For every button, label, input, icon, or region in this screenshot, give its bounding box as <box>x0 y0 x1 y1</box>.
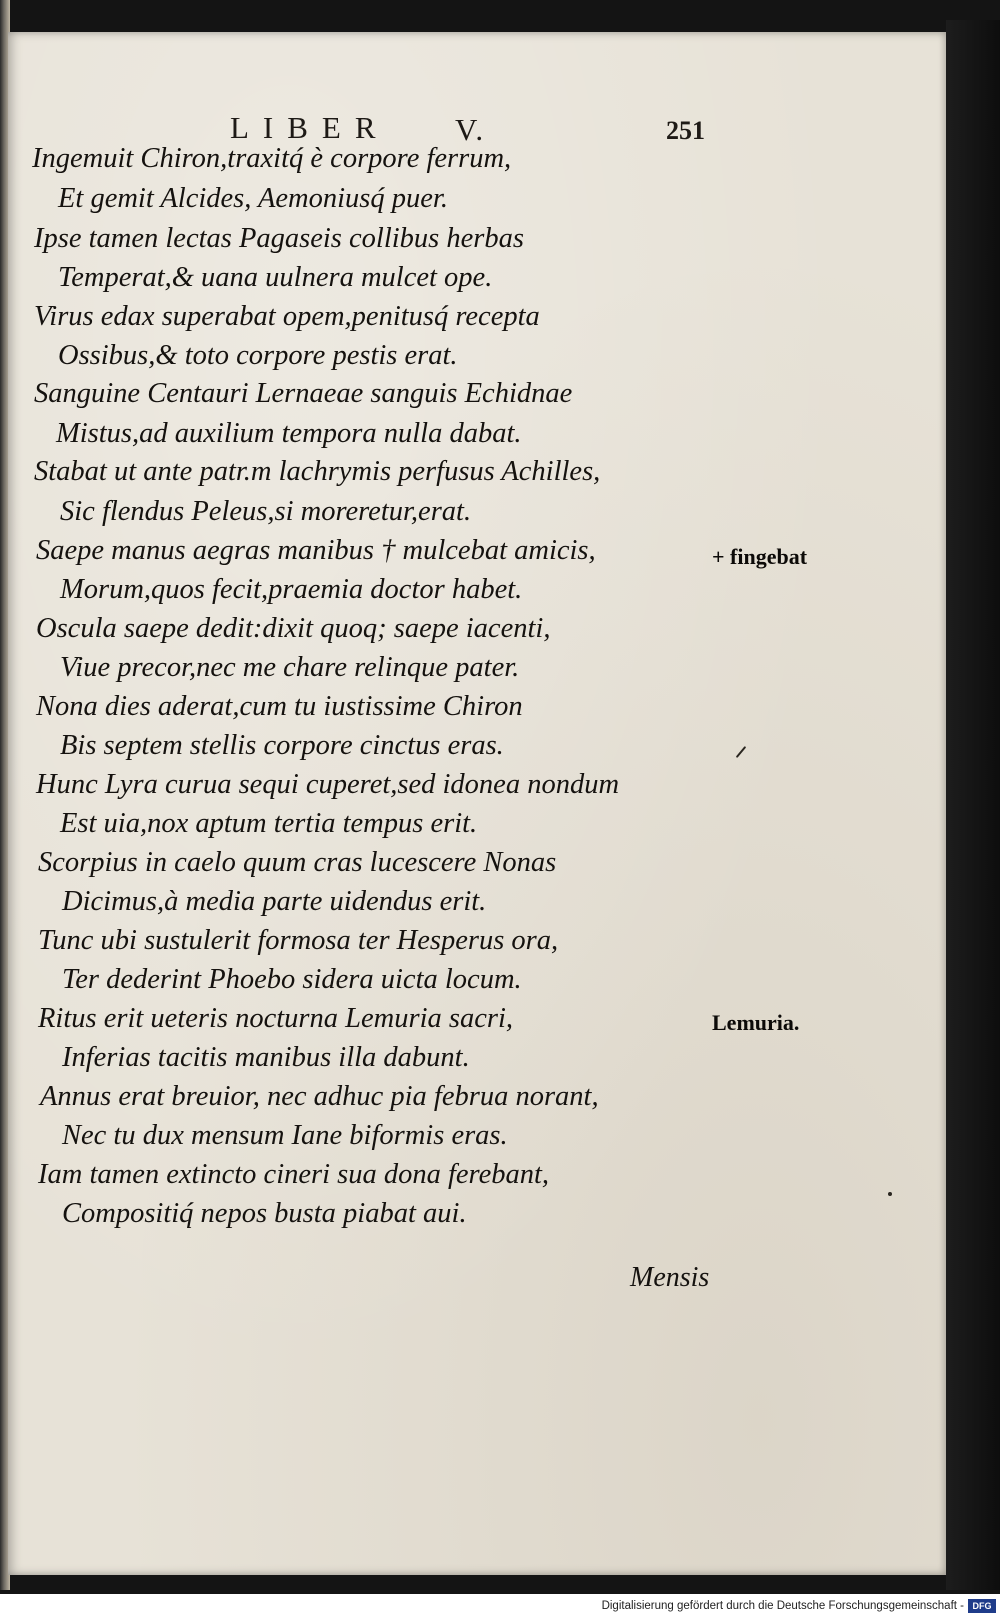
running-head-volume: V. <box>455 112 486 147</box>
verse-line: Oscula saepe dedit:dixit quoq; saepe iacenti, <box>36 613 551 644</box>
verse-line: Sic flendus Peleus,si moreretur,erat. <box>60 496 472 527</box>
verse-line: Ter dederint Phoebo sidera uicta locum. <box>62 964 522 995</box>
catchword: Mensis <box>630 1262 710 1293</box>
verse-line: Scorpius in caelo quum cras lucescere Nonas <box>38 847 557 878</box>
margin-note-fingebat: + fingebat <box>712 544 808 569</box>
verse-line: Est uia,nox aptum tertia tempus erit. <box>60 808 478 839</box>
verse-line: Et gemit Alcides, Aemoniusq́ puer. <box>58 183 448 214</box>
verse-line: Nec tu dux mensum Iane biformis eras. <box>62 1120 508 1151</box>
verse-line: Ipse tamen lectas Pagaseis collibus herbas <box>34 223 524 254</box>
verse-line: Saepe manus aegras manibus † mulcebat amicis, <box>36 535 596 566</box>
verse-line: Annus erat breuior, nec adhuc pia februa norant, <box>40 1081 599 1112</box>
verse-line: Compositiq́ nepos busta piabat aui. <box>62 1198 467 1229</box>
verse-line: Ingemuit Chiron,traxitq́ è corpore ferrum, <box>32 143 512 174</box>
verse-line: Morum,quos fecit,praemia doctor habet. <box>60 574 523 605</box>
margin-note-lemuria: Lemuria. <box>712 1010 800 1035</box>
verse-line: Bis septem stellis corpore cinctus eras. <box>60 730 504 761</box>
verse-line: Dicimus,à media parte uidendus erit. <box>62 886 487 917</box>
running-head-title: LIBER <box>230 110 390 145</box>
footer-credit: Digitalisierung gefördert durch die Deutsche Forschungsgemeinschaft - <box>601 1600 964 1612</box>
verse-line: Nona dies aderat,cum tu iustissime Chiron <box>36 691 523 722</box>
verse-line: Mistus,ad auxilium tempora nulla dabat. <box>56 418 522 449</box>
verse-line: Virus edax superabat opem,penitusq́ recepta <box>34 301 540 332</box>
scan-gutter <box>946 20 1000 1590</box>
verse-line: Sanguine Centauri Lernaeae sanguis Echidnae <box>34 378 573 409</box>
verse-line: Stabat ut ante patr.m lachrymis perfusus Achilles, <box>34 456 601 487</box>
verse-line: Inferias tacitis manibus illa dabunt. <box>62 1042 470 1073</box>
verse-line: Temperat,& uana uulnera mulcet ope. <box>58 262 493 293</box>
verse-line: Iam tamen extincto cineri sua dona ferebant, <box>38 1159 550 1190</box>
verse-line: Hunc Lyra curua sequi cuperet,sed idonea nondum <box>36 769 620 800</box>
page-number: 251 <box>666 116 705 145</box>
verse-line: Ritus erit ueteris nocturna Lemuria sacri, <box>38 1003 513 1034</box>
dfg-logo: DFG <box>968 1599 996 1613</box>
verse-line: Tunc ubi sustulerit formosa ter Hesperus ora, <box>38 925 559 956</box>
verse-line: Ossibus,& toto corpore pestis erat. <box>58 340 458 371</box>
paper-speck <box>888 1192 892 1196</box>
verse-line: Viue precor,nec me chare relinque pater. <box>60 652 520 683</box>
